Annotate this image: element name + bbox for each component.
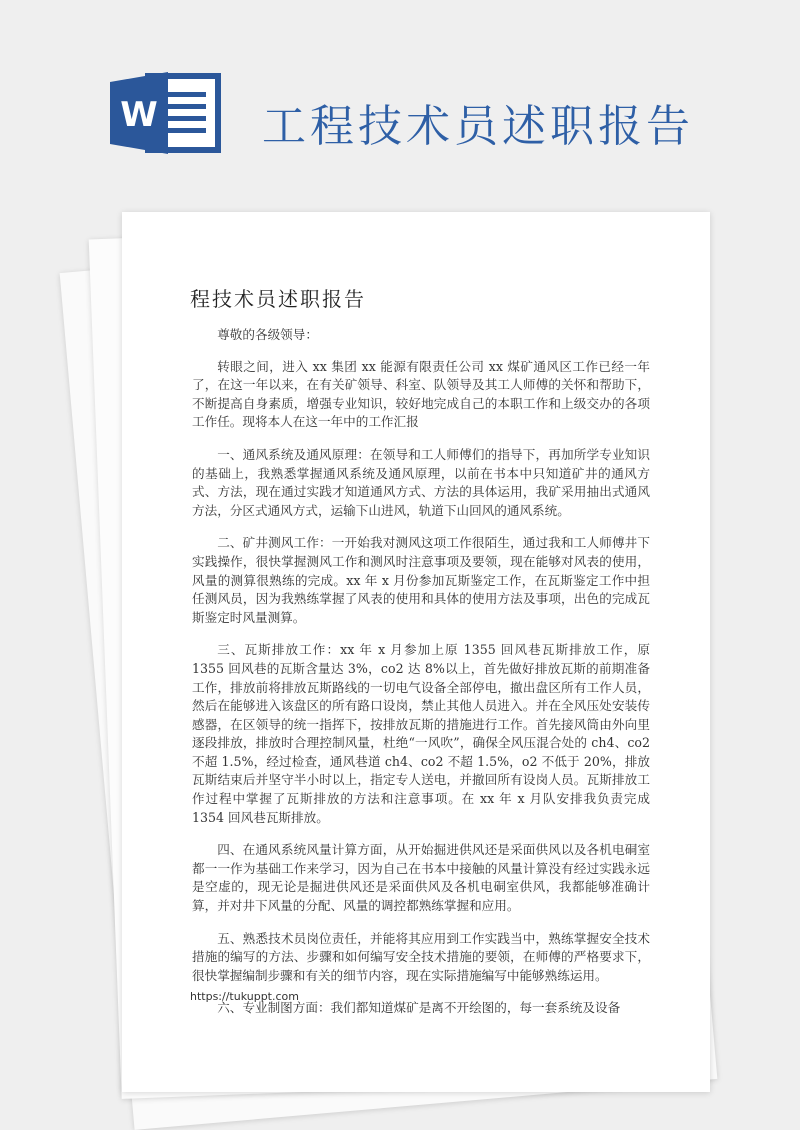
paragraph-intro: 转眼之间，进入 xx 集团 xx 能源有限责任公司 xx 煤矿通风区工作已经一年了，在这一年以来，在有关矿领导、科室、队领导及其工人师傅的关怀和帮助下，不断提高自身素质，增强专业知识，较好地完成自己的本职工作和上级交办的各项工作任。现将本人在这一年中的工作汇报 — [192, 358, 650, 430]
document-title: 程技术员述职报告 — [190, 287, 366, 311]
paragraph-air-measurement: 二、矿井测风工作：一开始我对测风这项工作很陌生，通过我和工人师傅井下实践操作，很快掌握测风工作和测风时注意事项及要领，现在能够对风表的使用，风量的测算很熟练的完成。xx 年 x 月份参加瓦斯鉴定工作，在瓦斯鉴定工作中担任测风员，因为我熟练掌握了风表的使用和具体的使用方法及事项，出色的完成瓦斯鉴定时风量测算。 — [192, 535, 650, 625]
svg-text:W: W — [120, 95, 158, 135]
document-body — [192, 326, 650, 1032]
paragraph-gas-discharge: 三、瓦斯排放工作：xx 年 x 月参加上原 1355 回风巷瓦斯排放工作，原 1355 回风巷的瓦斯含量达 3%，co2 达 8%以上，首先做好排放瓦斯的前期准备工作，排放前将排放瓦斯路线的一切电气设备全部停电，撤出盘区所有工作人员，然后在能够进入该盘区的所有路口设岗，禁止其他人员进入。并在全风压处安装传感器，在区领导的统一指挥下，按排放瓦斯的措施进行工作。首先接风筒由外向里逐段排放，排放时合理控制风量，杜绝“一风吹”，确保全风压混合处的 ch4、co2 不超 1.5%，经过检查，通风巷道 ch4、co2 不超 1.5%，o2 不低于 20%，排放瓦斯结束后并坚守半小时以上，指定专人送电，并撤回所有设岗人员。瓦斯排放工作过程中掌握了瓦斯排放的方法和注意事项。在 xx 年 x 月队安排我负责完成 1354 回风巷瓦斯排放。 — [192, 642, 650, 825]
banner-title: 工程技术员述职报告 — [262, 101, 694, 152]
paragraph-ventilation-system: 一、通风系统及通风原理：在领导和工人师傅们的指导下，再加所学专业知识的基础上，我熟悉掌握通风系统及通风原理，以前在书本中只知道矿井的通风方式、方法，现在通过实践才知道通风方式、方法的具体运用，我矿采用抽出式通风方法，分区式通风方式，运输下山进风，轨道下山回风的通风系统。 — [192, 446, 650, 518]
paragraph-job-responsibility: 五、熟悉技术员岗位责任，并能将其应用到工作实践当中，熟练掌握安全技术措施的编写的方法、步骤和如何编写安全技术措施的要领，在师傅的严格要求下，很快掌握编制步骤和有关的细节内容，现在实际措施编写中能够熟练运用。 — [192, 930, 650, 983]
paragraph-drafting: 六、专业制图方面：我们都知道煤矿是离不开绘图的，每一套系统及设备 — [217, 1000, 621, 1016]
footer-url: https://tukuppt.com — [190, 990, 299, 1003]
salutation: 尊敬的各级领导： — [217, 327, 318, 342]
word-document-icon — [110, 70, 222, 156]
paragraph-airflow-calculation: 四、在通风系统风量计算方面，从开始掘进供风还是采面供风以及各机电硐室都一一作为基础工作来学习，因为自己在书本中接触的风量计算没有经过实践永远是空虚的，现无论是掘进供风还是采面供风及各机电硐室供风，我都能够准确计算，并对井下风量的分配、风量的调控都熟练掌握和应用。 — [192, 842, 650, 914]
